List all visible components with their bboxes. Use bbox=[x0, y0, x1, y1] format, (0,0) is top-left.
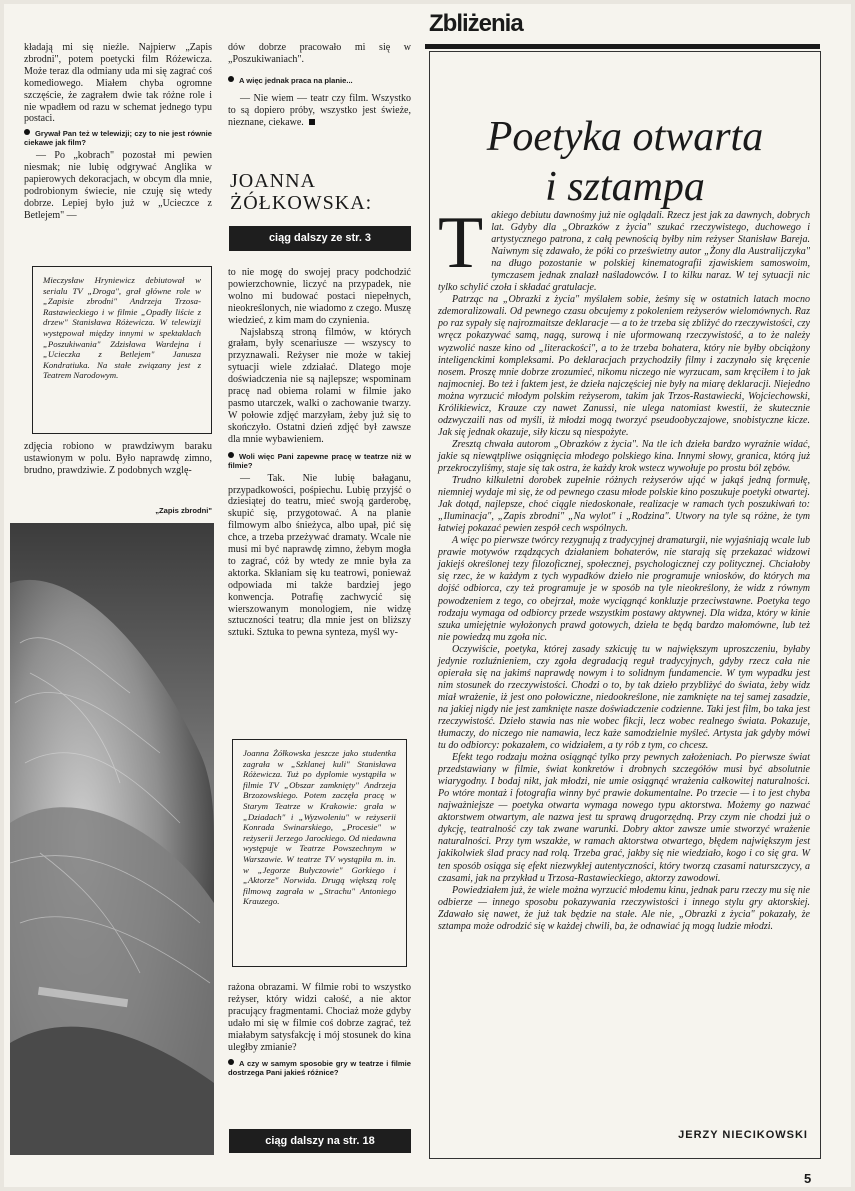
column-2-top bbox=[228, 42, 411, 129]
article-body bbox=[438, 202, 810, 933]
header-rule bbox=[425, 44, 820, 49]
article-paragraph: Efekt tego rodzaju można osiągnąć tylko przy pewnych założeniach. Po pierwsze świat przedstawiany w filmie, świat konkretów i drobnych szczegółów musi być absolutnie wiarygodny. I bodaj nikt, jak młodzi, nie umie osiągnąć wrażenia całkowitej naturalności. Po wtóre montaż i fotografia winny być prawie dokumentalne. Po trzecie — i to jest chyba najważniejsze — poetyka otwarta wymaga nowego typu aktorstwa. Możemy go nazwać aktorstwem otwartym, ale nazwa jest tu sprawą drugorzędną. Przy czym nie chodzi już o dykcję, teatralność czy tak zwane warunki. Dobry aktor zawsze umie stworzyć wrażenie naturalności. Przy tym wszakże, w ramach aktorstwa otwartego, błędem największym jest jakikolwiek ślad pracy nad rolą. Trzeba grać, jakby się nie wiedziało, kogo i co się gra. W ten sposób osiąga się efekt niezwykłej autentyczności, który tworzą czasami naturszczycy, a czasami, jak na przykład u Trzosa-Rastawieckiego, aktorzy zawodowi. bbox=[438, 752, 810, 884]
interview-question: Woli więc Pani zapewne pracę w teatrze niż w filmie? bbox=[228, 451, 411, 470]
bullet-icon bbox=[228, 76, 234, 82]
bullet-icon bbox=[24, 129, 30, 135]
end-square-icon bbox=[309, 119, 315, 125]
col2-paragraph: to nie mogę do swojej pracy podchodzić powierzchownie, liczyć na przypadek, nie wolno mi budować postaci niepełnych, nieokreślonych, nie wiadomo z czego. Muszę wiedzieć, z kim mam do czynienia. bbox=[228, 267, 411, 326]
column-2-bottom bbox=[228, 982, 411, 1080]
magazine-page bbox=[4, 4, 851, 1187]
film-still-photo bbox=[10, 523, 214, 1155]
col2-paragraph: Najsłabszą stroną filmów, w których grałam, były scenariusze — wszyscy to przyznawali. Reżyser nie może w takiej sytuacji wiele zdziałać. Dlatego moje doświadczenia nie są najlepsze; wspominam pracę nad obiema rolami w filmie jako pasmo utarczek, walki o zachowanie twarzy. W połowie zdjęć marzyłam, żeby już się to skończyło. Ostatni dzień zdjęć był zawsze dla mnie wybawieniem. bbox=[228, 326, 411, 445]
article-paragraph: Zresztą chwała autorom „Obrazków z życia". Na tle ich dzieła bardzo wyraźnie widać, jakie są niewątpliwe osiągnięcia młodego polskiego kina. Innymi słowy, granica, którą już przekroczyliśmy, staje się tak ostra, że każdy krok wstecz wywołuje po prostu ból zębów. bbox=[438, 438, 810, 474]
drop-cap: T bbox=[438, 202, 484, 284]
continued-to-link[interactable]: ciąg dalszy na str. 18 bbox=[229, 1129, 411, 1153]
interview-question: A więc jednak praca na planie... bbox=[228, 76, 411, 85]
article-paragraph: Takiego debiutu dawnośmy już nie oglądali. Rzecz jest jak za dawnych, dobrych lat. Gdyby dla „Obrazków z życia" szukać rzeczywistego, duchowego i artystycznego patrona, z całą pewnością byłby nim reżyser Stanisław Bareja. Naiwnym się zdawało, że póki co prześwietny autor „Żony dla Australijczyka" na długo pozostanie w polskiej kinematografii zjawiskiem samoswoim, tymczasem jednak znalazł naśladowców. I to kilku naraz. W tej sytuacji nic tylko schylić czoła i składać gratulacje. bbox=[438, 202, 810, 294]
col1-paragraph: zdjęcia robiono w prawdziwym baraku ustawionym w polu. Było naprawdę zimno, brudno, prawdziwie. Z podobnych wzglę- bbox=[24, 441, 212, 476]
continued-from-link[interactable]: ciąg dalszy ze str. 3 bbox=[229, 226, 411, 251]
title-line-1: Poetyka otwarta bbox=[486, 114, 764, 160]
page-number: 5 bbox=[804, 1171, 812, 1186]
bio-note-zolkowska: Joanna Żółkowska jeszcze jako studentka zagrała w „Szklanej kuli" Stanisława Różewicza. Tuż po dyplomie wystąpiła w filmie TV „Obszar zamknięty" Andrzeja Brzozowskiego. Potem zaczęła pracę w Starym Teatrze w Krakowie: grała w „Dziadach" i „Wyzwoleniu" w reżyserii Konrada Swinarskiego, „Procesie" w reżyserii Jerzego Jarockiego. Od niedawna występuje w Teatrze Powszechnym w Warszawie. W teatrze TV wystąpiła m. in. w „Jegorze Bułyczowie" Gorkiego i „Aktorze" Norwida. Drugą większą rolę filmową zagrała w „Strachu" Antoniego Krauzego. bbox=[232, 739, 407, 967]
col1-continuation bbox=[24, 441, 212, 477]
interview-question: A czy w samym sposobie gry w teatrze i filmie dostrzega Pani jakieś różnice? bbox=[228, 1059, 411, 1078]
name-line-1: JOANNA bbox=[230, 170, 316, 192]
col1-paragraph: kładają mi się nieźle. Najpierw „Zapis zbrodni", potem poetycki film Różewicza. Może teraz dla odmiany uda mi się zagrać coś komediowego. Miałem chyba ogromne szczęście, że zagrałem dwie tak różne role i nie wpadłem od razu w schemat jednego typu postaci. bbox=[24, 42, 212, 125]
column-1 bbox=[24, 42, 212, 222]
article-paragraph: Oczywiście, poetyka, której zasady szkicuję tu w największym uproszczeniu, byłaby jedynie rozluźnieniem, czy zgoła degradacją reguł tradycyjnych, gdyby rzecz cała nie opierała się na jakimś naprawdę nowym i to solidnym fundamencie. W tym wypadku jest nim stosunek do rzeczywistości. Chodzi o to, by tak dzieło przybliżyć do świata, żeby widz miał wrażenie, iż jest ono połowiczne, niedookreślone, nie zamknięte na tej samej zasadzie, na jakiej nigdy nie jest zamknięte nasze doświadczenie codzienne. Taki jest film, bo taka jest rzeczywistość. Dzieło stawia nas nie wobec fikcji, lecz wobec realnego świata. Pokazuje, tłumaczy, do niczego nie namawia, lecz każe samodzielnie myśleć. Artysta jak gdyby mówi tu do odbiorcy: pokazałem, co widziałem, a ty rób z tym, co chcesz. bbox=[438, 643, 810, 752]
col2-paragraph: — Tak. Nie lubię bałaganu, przypadkowości, pośpiechu. Lubię przyjść o dziesiątej do teatru, mieć swoją garderobę, skupić się, przygotować. A na planie filmowym albo śnieżyca, albo upał, pić się chce, a trzeba przeżywać dramaty. Wcale nie musi mi być naprawdę zimno, żebym mogła to zagrać, cóż by wtedy ze mnie była za aktorka. Skłaniam się ku teatrowi, ponieważ odpowiada mi także bardziej jego konwencja. Potrafię zachwycić się wierszowanym monologiem, nie widzę sztuczności teatru; dla mnie jest on bliższy sztuki. Sztuka to pewna synteza, myśl wy- bbox=[228, 472, 411, 639]
col2-paragraph: dów dobrze pracowało mi się w „Poszukiwaniach". bbox=[228, 42, 411, 65]
col1-paragraph: — Po „kobrach" pozostał mi pewien niesmak; nie lubię odgrywać Anglika w papierowych dekoracjach, w obcym dla mnie, podrobionym świecie, nie czuję się wtedy dobrze. Lepiej było już w „Ucieczce z Betlejem" — bbox=[24, 150, 212, 221]
photo-caption: „Zapis zbrodni" bbox=[155, 506, 212, 515]
title-line-2: i sztampa bbox=[545, 164, 705, 210]
name-line-2: ŻÓŁKOWSKA: bbox=[230, 192, 373, 214]
article-title bbox=[432, 112, 818, 212]
column-2-body bbox=[228, 267, 411, 639]
article-paragraph: Patrząc na „Obrazki z życia" myślałem sobie, żeśmy się w ostatnich latach mocno zdemoralizowali. Od pewnego czasu obcujemy z pokoleniem reżyserów wielomównych. Raz po raz sypały się najrozmaitsze deklaracje — a to że trzeba się zbliżyć do rzeczywistości, czy wręcz pokazywać samą, nagą, surową i nie uformowaną rzeczywistość, a to że należy wyzwolić nasze kino od „literackości", a to że trzeba bohatera, który nie byłby obciążony inteligenckimi kompleksami. Po deklaracjach przychodziły filmy i zaczynało się kręcenie nosem. Proszę mnie dobrze zrozumieć, nikomu niczego nie wyrzucam, sam kręciłem i to jak najmocniej. Bo też i faktem jest, że dzieła najczęściej nie były na miarę deklaracji. Niejedno można wyrzucić młodym polskim reżyserom, takim jak Trzos-Rastawiecki, Wojciechowski, Królikiewicz, Krauze czy nawet Zanussi, nie ulega natomiast kwestii, że skutecznie odzwyczaili nas od myśli, iż młodzi mogą tworzyć pseudoobyczajowe, snobistyczne kicze. Jak się jednak okazuje, siły kiczu są niespożyte. bbox=[438, 294, 810, 438]
article-paragraph: Powiedziałem już, że wiele można wyrzucić młodemu kinu, jednak paru rzeczy mu się nie odbierze — innego sposobu pokazywania rzeczywistości i innego stylu gry aktorskiej. Zdawało się nawet, że już tak będzie na stałe. Ale nie, „Obrazki z życia" pokazały, że sztampa może odrodzić się w każdej chwili, ba, że odnawiać ją mogą ludzie młodzi. bbox=[438, 884, 810, 932]
hay-stack-image bbox=[10, 523, 214, 1155]
bio-note-hryniewicz: Mieczysław Hryniewicz debiutował w serialu TV „Droga", grał główne role w „Zapisie zbrodni" Andrzeja Trzosa-Rastawieckiego i w filmie „Opadły liście z drzew" Stanisława Różewicza. W telewizji występował między innymi w spektaklach „Poszukiwania" Zdzisława Wardejna i „Ucieczka z Betlejem" Janusza Kondratiuka. Na stałe związany jest z Teatrem Narodowym. bbox=[32, 266, 212, 434]
section-title: Zbliżenia bbox=[429, 10, 523, 37]
bullet-icon bbox=[228, 1059, 234, 1065]
col2-paragraph: — Nie wiem — teatr czy film. Wszystko to są dopiero próby, wszystko jest świeże, nieznane, ciekawe. bbox=[228, 92, 411, 128]
article-paragraph: Trudno kilkuletni dorobek zupełnie różnych reżyserów ująć w jakąś jedną formułę, niemniej wydaje mi się, że od pewnego czasu młode polskie kino poszukuje poetyki otwartej. Jak dotąd, najlepsze, choć ciągle niedoskonałe, realizacje w ramach tych poszukiwań to: „Iluminacja", „Zapis zbrodni" „Na wylot" i „Rodzina". Utwory na tyle są różne, że tym łatwiej pokazać pewien zespół cech wspólnych. bbox=[438, 475, 810, 535]
article-paragraph: A więc po pierwsze twórcy rezygnują z tradycyjnej dramaturgii, nie wyjaśniają wcale lub prawie motywów rządzących działaniem bohaterów, nie starają się przekazać widzowi jakiejś określonej tezy filozoficznej, społecznej, psychologicznej czy politycznej. Chciałoby się rzec, że w każdym z tych wypadków dzieło nie programuje wniosków, do których ma dojść odbiorca, czy też programuje je w sposób na tyle nieokreślony, że widz z równym powodzeniem z tego, co obejrzał, może wyciągnąć konkluzje przeciwstawne. Poetyka tego rodzaju wymaga od odbiorcy przede wszystkim postawy aktywnej. Dla widza, który w kinie szuka umiejętnie wyłożonych prawd gotowych, dzieła te będą bardzo małomówne, lub też nie powiedzą mu zgoła nic. bbox=[438, 535, 810, 643]
article-author: JERZY NIECIKOWSKI bbox=[678, 1129, 808, 1141]
interview-question: Grywał Pan też w telewizji; czy to nie jest równie ciekawe jak film? bbox=[24, 129, 212, 148]
col2-paragraph: rażona obrazami. W filmie robi to wszystko reżyser, który widzi całość, a nie aktor pracujący fragmentami. Chociaż może gdyby udało mi się w filmie coś dobrze zagrać, też miałabym satysfakcję i mój stosunek do kina uległby zmianie? bbox=[228, 982, 411, 1053]
bullet-icon bbox=[228, 452, 234, 458]
interviewee-name bbox=[230, 170, 372, 214]
